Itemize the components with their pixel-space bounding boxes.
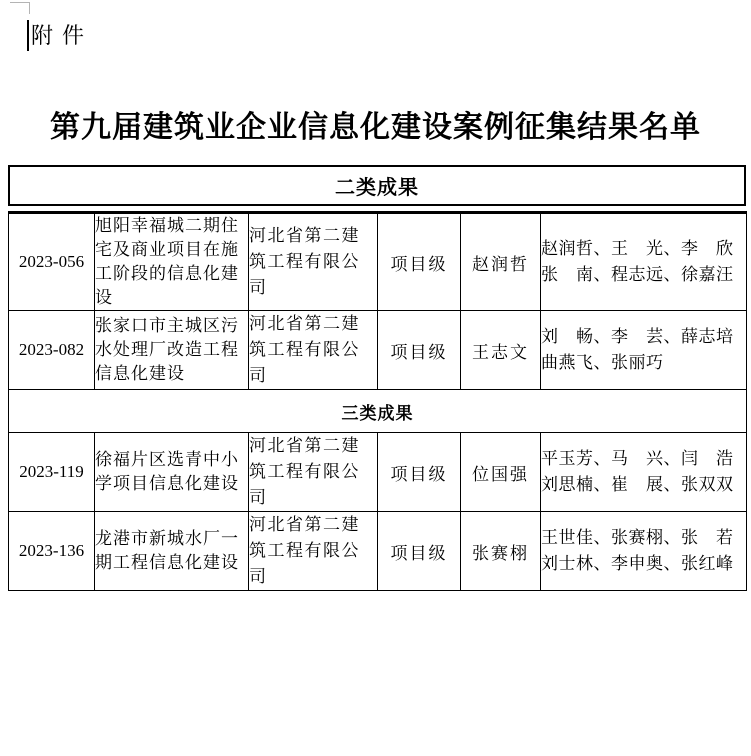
case-id-cell: 2023-082 [9,311,95,390]
level-cell: 项目级 [378,311,461,390]
leader-cell: 位国强 [461,433,541,512]
table-row [9,311,747,390]
table-row [9,512,747,591]
team-line: 赵润哲、王 光、李 欣 [541,239,734,258]
attachment-label: 附件 [31,23,94,48]
section-header-class2 [8,165,746,206]
level-cell: 项目级 [378,433,461,512]
team-line: 刘士林、李申奥、张红峰 [541,554,734,573]
team-line: 张 南、程志远、徐嘉汪 [541,265,734,284]
table-row [9,213,747,311]
project-name-cell: 徐福片区选青中小学项目信息化建设 [95,433,249,512]
leader-cell: 王志文 [461,311,541,390]
attachment-line [27,20,93,51]
leader-cell: 张赛栩 [461,512,541,591]
section-header-label: 二类成果 [335,175,419,199]
team-cell [541,311,747,390]
team-cell [541,512,747,591]
results-table [8,211,747,591]
case-id-cell: 2023-119 [9,433,95,512]
results-table-area [8,165,746,591]
text-cursor [27,20,29,51]
case-id-cell: 2023-056 [9,213,95,311]
level-cell: 项目级 [378,213,461,311]
team-line: 曲燕飞、张丽巧 [541,353,664,372]
case-id-cell: 2023-136 [9,512,95,591]
project-name-cell: 旭阳幸福城二期住宅及商业项目在施工阶段的信息化建设 [95,213,249,311]
table-row [9,433,747,512]
section-header-row [9,390,747,433]
section-header-class3: 三类成果 [9,390,747,433]
project-name-cell: 龙港市新城水厂一期工程信息化建设 [95,512,249,591]
team-line: 刘思楠、崔 展、张双双 [541,475,734,494]
company-cell: 河北省第二建筑工程有限公司 [249,311,378,390]
project-name-cell: 张家口市主城区污水处理厂改造工程信息化建设 [95,311,249,390]
level-cell: 项目级 [378,512,461,591]
page-margin-corner-mark [10,2,30,14]
team-line: 王世佳、张赛栩、张 若 [541,528,734,547]
team-cell [541,433,747,512]
leader-cell: 赵润哲 [461,213,541,311]
team-cell [541,213,747,311]
team-line: 刘 畅、李 芸、薛志培 [541,327,734,346]
team-line: 平玉芳、马 兴、闫 浩 [541,449,734,468]
company-cell: 河北省第二建筑工程有限公司 [249,213,378,311]
company-cell: 河北省第二建筑工程有限公司 [249,512,378,591]
document-title: 第九届建筑业企业信息化建设案例征集结果名单 [50,111,701,144]
company-cell: 河北省第二建筑工程有限公司 [249,433,378,512]
